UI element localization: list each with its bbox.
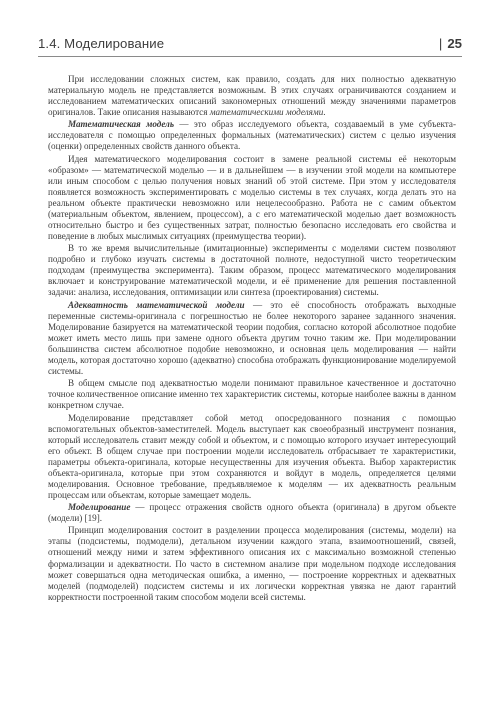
paragraph-text: Принцип моделирования состоит в разделении процесса моделирования (системы, модели) на этапы (подсистемы, подмодели), детальном изучении каждого этапа, взаимоотношений, связей, отношений между ними и затем эффективного описания их с максимально возможной степенью формализации и адекватности. По часто в системном анализе при модельном подходе исследования может совершаться одна методическая ошибка, а именно, — построение корректных и адекватных моделей (подмоделей) подсистем системы и их логически корректная увязка не дают гарантий корректности построенной таким способом модели всей системы.: [48, 525, 456, 602]
paragraph-text: .: [323, 107, 326, 118]
paragraph-text: — процесс отражения свойств одного объекта (оригинала) в другом объекте (модели) [19].: [48, 502, 456, 524]
page-number: 25: [447, 36, 462, 51]
paragraph: [48, 502, 456, 524]
paragraph: [48, 243, 456, 298]
body-text: [48, 74, 456, 604]
paragraph: [48, 378, 456, 411]
paragraph: [48, 300, 456, 377]
paragraph: [48, 154, 456, 242]
paragraph: [48, 74, 456, 118]
emphasis-text: математическими моделями: [209, 107, 324, 118]
running-header: [38, 36, 462, 54]
paragraph: [48, 413, 456, 501]
paragraph-text: В то же время вычислительные (имитационные) эксперименты с моделями систем позволяют подробно и глубоко изучать системы в достаточной полноте, недоступной чисто теоретическим подходам (преимущества эксперимента). Таким образом, процесс математического моделирования включает и конструирование математической модели, и её применение для решения поставленной задачи: анализа, исследования, оптимизации или синтеза (проектирования) системы.: [48, 243, 456, 298]
header-rule: [38, 56, 462, 57]
defined-term: Математическая модель: [68, 119, 175, 130]
page-number-block: [439, 36, 462, 51]
paragraph-text: — это образ исследуемого объекта, создаваемый в уме субъекта-исследователя с помощью определенных формальных (математических) систем с целью изучения (оценки) определенных свойств данного объекта.: [48, 119, 456, 152]
defined-term: Моделирование: [68, 502, 131, 513]
paragraph-text: При исследовании сложных систем, как правило, создать для них полностью адекватную материальную модель не представляется возможным. В этих случаях ограничиваются созданием и исследованием математических описаний закономерных отношений между значениями параметров оригиналов. Такие описания называются: [48, 74, 456, 118]
header-separator: |: [438, 36, 443, 51]
paragraph-text: Моделирование представляет собой метод опосредованного познания с помощью вспомогательных объектов-заместителей. Модель выступает как своеобразный инструмент познания, который исследователь ставит между собой и объектом, и с помощью которого изучает интересующий его объект. В общем случае при построении модели исследователь отбрасывает те характеристики, параметры объекта-оригинала, которые несущественны для изучения объекта. Выбор характеристик объекта-оригинала, которые при этом сохраняются и войдут в модель, определяется целями моделирования. Основное требование, предъявляемое к моделям — их адекватность реальным процессам или объектам, которые замещает модель.: [48, 412, 456, 500]
chapter-title: 1.4. Моделирование: [38, 36, 165, 51]
paragraph-text: Идея математического моделирования состоит в замене реальной системы её некоторым «образом» — математической моделью — и в дальнейшем — в изучении этой модели на компьютере или иным способом с целью получения новых знаний об этой системе. При этом у исследователя появляется возможность экспериментировать с моделью системы в тех случаях, когда делать это на реальном объекте практически невозможно или нецелесообразно. Работа не с самим объектом (материальным объектом, явлением, процессом), а с его математической моделью дает возможность относительно быстро и без существенных затрат, полностью безопасно исследовать его свойства и поведение в любых мыслимых ситуациях (преимущества теории).: [48, 153, 456, 242]
paragraph: [48, 525, 456, 602]
paragraph-text: — это её способность отображать выходные переменные системы-оригинала с погрешностью не более некоторого заранее заданного значения. Моделирование базируется на математической теории подобия, согласно которой абсолютное подобие может иметь место лишь при замене одного объекта другим точно таким же. При моделировании большинства систем абсолютное подобие невозможно, и основная цель моделирования — найти модель, которая достаточно хорошо (адекватно) способна отображать функционирование моделируемой системы.: [48, 299, 456, 376]
paragraph-text: В общем смысле под адекватностью модели понимают правильное качественное и достаточно точное количественное описание именно тех характеристик системы, которые наиболее важны в данном конкретном случае.: [48, 378, 456, 411]
defined-term: Адекватность математической модели: [68, 299, 245, 310]
paragraph: [48, 119, 456, 152]
